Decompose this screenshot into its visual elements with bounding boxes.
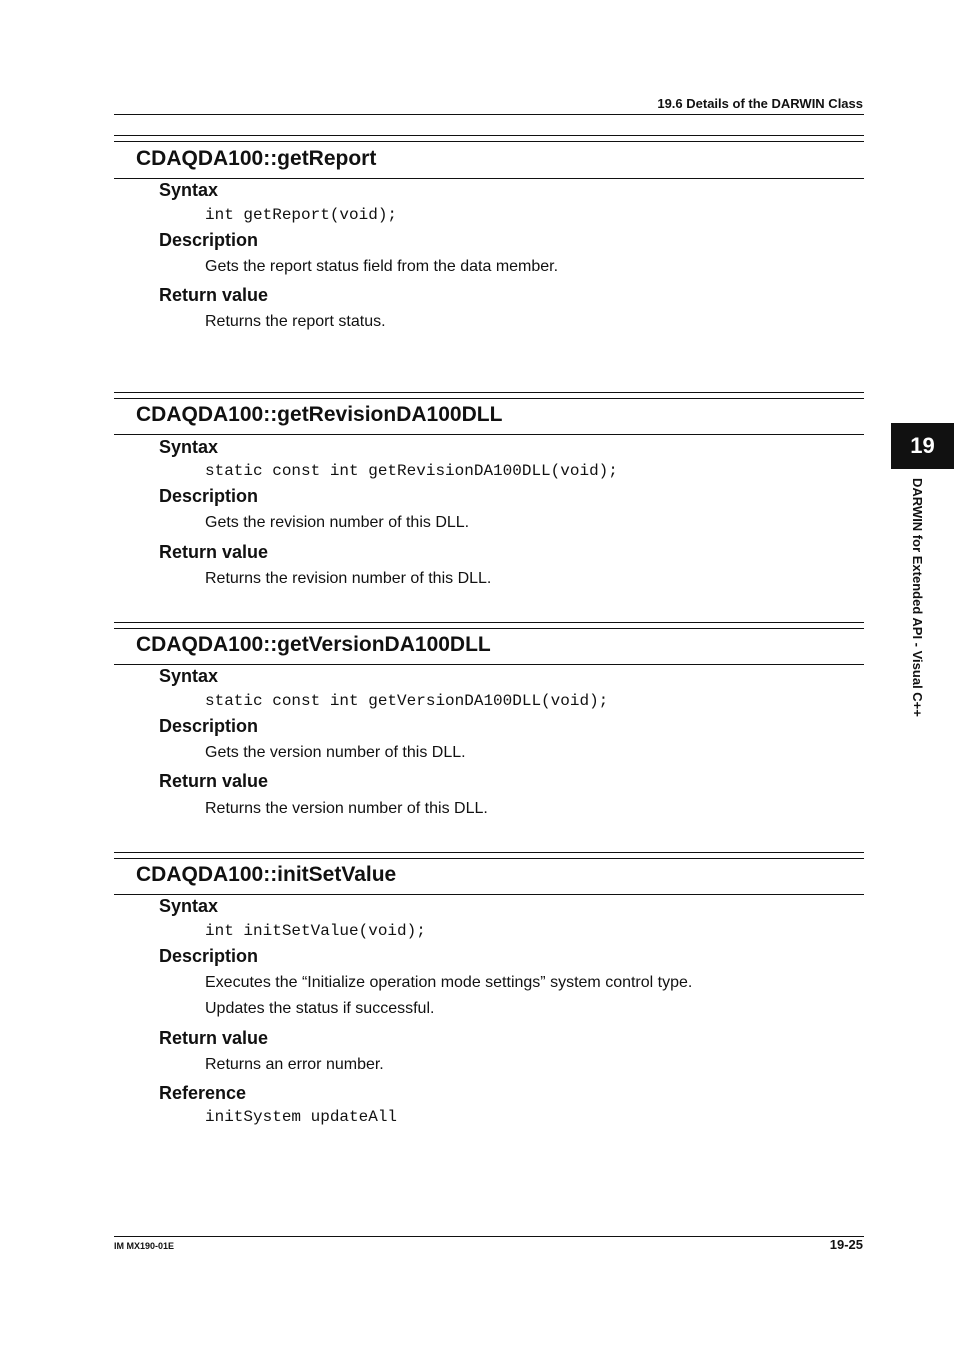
return-text: Returns the report status. [205, 313, 386, 330]
description-text: Gets the version number of this DLL. [205, 744, 466, 761]
header-rule [114, 114, 864, 115]
return-text: Returns an error number. [205, 1056, 384, 1073]
section-rule [114, 664, 864, 665]
syntax-label: Syntax [159, 180, 219, 200]
description-text: Updates the status if successful. [205, 1000, 435, 1017]
reference-code: initSystem updateAll [205, 1108, 398, 1126]
syntax-label: Syntax [159, 896, 219, 916]
description-label: Description [159, 230, 259, 250]
chapter-side-label: DARWIN for Extended API - Visual C++ [910, 478, 925, 717]
description-label: Description [159, 946, 259, 966]
footer-page-number: 19-25 [829, 1237, 863, 1252]
section-title: CDAQDA100::getVersionDA100DLL [136, 633, 491, 656]
return-label: Return value [159, 1028, 269, 1048]
section-rule [114, 434, 864, 435]
return-label: Return value [159, 285, 269, 305]
description-text: Executes the “Initialize operation mode settings” system control type. [205, 974, 693, 991]
footer-rule [114, 1236, 864, 1237]
return-label: Return value [159, 542, 269, 562]
section-rule [114, 894, 864, 895]
section-rule [114, 628, 864, 629]
description-label: Description [159, 716, 259, 736]
return-text: Returns the version number of this DLL. [205, 800, 488, 817]
running-head: 19.6 Details of the DARWIN Class [657, 96, 863, 111]
reference-label: Reference [159, 1083, 247, 1103]
section-title: CDAQDA100::getRevisionDA100DLL [136, 403, 503, 426]
section-rule [114, 398, 864, 399]
syntax-code: int getReport(void); [205, 206, 398, 224]
section-title: CDAQDA100::initSetValue [136, 863, 397, 886]
syntax-code: int initSetValue(void); [205, 922, 426, 940]
section-title: CDAQDA100::getReport [136, 147, 377, 170]
syntax-code: static const int getVersionDA100DLL(void); [205, 692, 609, 710]
syntax-label: Syntax [159, 666, 219, 686]
return-text: Returns the revision number of this DLL. [205, 570, 492, 587]
section-rule [114, 622, 864, 623]
chapter-number-tab: 19 [891, 423, 954, 469]
description-label: Description [159, 486, 259, 506]
section-rule [114, 178, 864, 179]
syntax-code: static const int getRevisionDA100DLL(void); [205, 462, 618, 480]
section-rule [114, 852, 864, 853]
footer-doc-id: IM MX190-01E [114, 1241, 175, 1251]
section-rule [114, 858, 864, 859]
description-text: Gets the revision number of this DLL. [205, 514, 470, 531]
return-label: Return value [159, 771, 269, 791]
description-text: Gets the report status field from the data member. [205, 258, 559, 275]
syntax-label: Syntax [159, 437, 219, 457]
section-rule [114, 135, 864, 136]
section-rule [114, 392, 864, 393]
section-rule [114, 141, 864, 142]
